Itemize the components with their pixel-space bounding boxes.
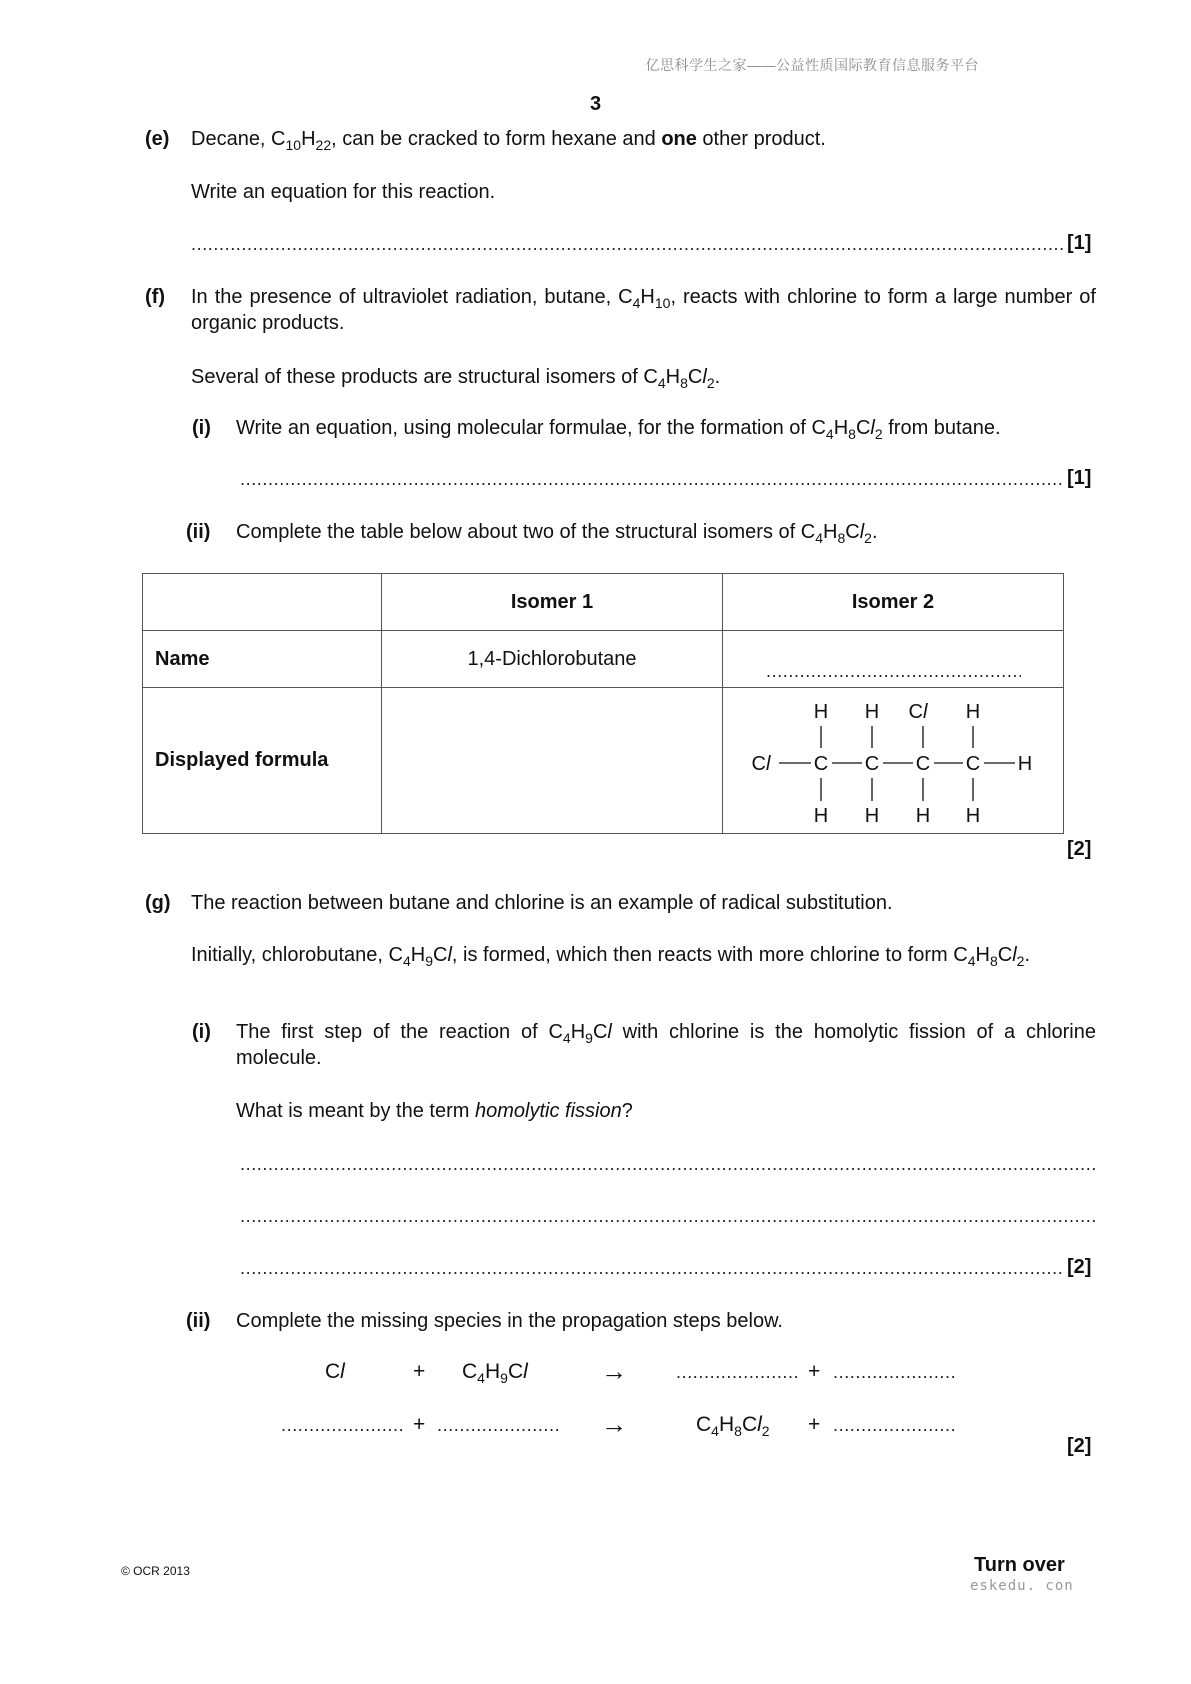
question-f-i-text: Write an equation, using molecular formulae, for the formation of $C_4H_8Cl_2$ from butane. (236, 417, 1001, 442)
atom-h: H (864, 805, 880, 827)
atom-c: C (813, 753, 829, 775)
question-g-ii-label: (ii) (186, 1310, 211, 1332)
answer-blank-step2-product2[interactable] (833, 1413, 957, 1437)
question-f-label: (f) (145, 286, 165, 308)
mark-e: [1] (1067, 232, 1092, 254)
plus-sign: + (413, 1360, 426, 1383)
plus-sign: + (808, 1413, 821, 1436)
question-e-text: Decane, $C_{10}H_{22}$, can be cracked to form hexane and one other product. (191, 128, 826, 153)
table-corner-cell (143, 574, 382, 631)
table-row-formula-label: Displayed formula (143, 688, 382, 834)
question-g-i-label: (i) (192, 1021, 211, 1043)
atom-c: C (915, 753, 931, 775)
question-e-label: (e) (145, 128, 170, 150)
answer-line-g-i-1[interactable] (240, 1152, 1096, 1176)
mark-g-ii: [2] (1067, 1435, 1092, 1457)
question-g-i-question: What is meant by the term homolytic fission? (236, 1100, 633, 1122)
plus-sign: + (808, 1360, 821, 1383)
question-f-ii-text: Complete the table below about two of the structural isomers of $C_4H_8Cl_2$. (236, 521, 878, 546)
copyright: © OCR 2013 (121, 1564, 190, 1578)
isomer2-formula-cell (723, 688, 1064, 834)
question-g-label: (g) (145, 892, 171, 914)
reaction-arrow: → (601, 1356, 627, 1386)
question-f-i-label: (i) (192, 417, 211, 439)
answer-line-g-i-2[interactable] (240, 1204, 1096, 1228)
table-head-isomer2: Isomer 2 (723, 574, 1064, 631)
page-number: 3 (589, 93, 602, 115)
atom-h: H (813, 701, 829, 723)
atom-h: H (915, 805, 931, 827)
mark-f-i: [1] (1067, 467, 1092, 489)
reaction-arrow: → (601, 1409, 627, 1439)
question-e-instruction: Write an equation for this reaction. (191, 181, 496, 203)
answer-blank-step1-product2[interactable] (833, 1360, 957, 1384)
isomer2-name-cell[interactable] (723, 631, 1064, 688)
atom-h: H (813, 805, 829, 827)
atom-c: C (864, 753, 880, 775)
table-head-isomer1: Isomer 1 (382, 574, 723, 631)
atom-h: H (1017, 753, 1033, 775)
turn-over: Turn over (974, 1554, 1065, 1576)
species-c4h9cl: $C_4H_9Cl$ (462, 1360, 528, 1386)
site-watermark: eskedu. con (970, 1578, 1074, 1594)
atom-c: C (965, 753, 981, 775)
mark-f-ii: [2] (1067, 838, 1092, 860)
mark-g-i: [2] (1067, 1256, 1092, 1278)
isomer-table (142, 573, 1064, 834)
species-cl-radical: Cl (325, 1360, 345, 1383)
isomer2-name-answer-line[interactable] (766, 659, 1021, 683)
question-g-line2: Initially, chlorobutane, $C_4H_9Cl$, is formed, which then reacts with more chlorine to form $C_4H_8Cl_2$. (191, 944, 1030, 969)
question-f-ii-label: (ii) (186, 521, 211, 543)
isomer1-formula-cell[interactable] (382, 688, 723, 834)
question-g-ii-text: Complete the missing species in the propagation steps below. (236, 1310, 783, 1332)
isomer1-name: 1,4-Dichlorobutane (382, 631, 723, 688)
answer-line-g-i-3[interactable] (240, 1256, 1063, 1280)
species-c4h8cl2: $C_4H_8Cl_2$ (696, 1413, 770, 1439)
answer-line-f-i[interactable] (240, 467, 1063, 491)
answer-blank-step2-reactant1[interactable] (281, 1413, 405, 1437)
atom-h: H (965, 701, 981, 723)
question-g-i-text: The first step of the reaction of $C_4H_9Cl$ with chlorine is the homolytic fission of a chlorine molecule. (236, 1021, 1096, 1069)
question-f-intro: In the presence of ultraviolet radiation, butane, $C_4H_{10}$, reacts with chlorine to form a large number of organic products. (191, 286, 1096, 334)
table-row-name-label: Name (143, 631, 382, 688)
question-g-line1: The reaction between butane and chlorine is an example of radical substitution. (191, 892, 893, 914)
question-f-several: Several of these products are structural isomers of $C_4H_8Cl_2$. (191, 366, 721, 391)
answer-blank-step2-reactant2[interactable] (437, 1413, 561, 1437)
answer-line-e[interactable] (191, 232, 1063, 256)
atom-h: H (965, 805, 981, 827)
header-watermark: 亿思科学生之家——公益性质国际教育信息服务平台 (645, 57, 979, 73)
plus-sign: + (413, 1413, 426, 1436)
answer-blank-step1-product1[interactable] (676, 1360, 800, 1384)
atom-cl: Cl (751, 753, 771, 775)
isomer2-displayed-formula (723, 688, 1063, 833)
atom-cl: Cl (908, 701, 928, 723)
atom-h: H (864, 701, 880, 723)
